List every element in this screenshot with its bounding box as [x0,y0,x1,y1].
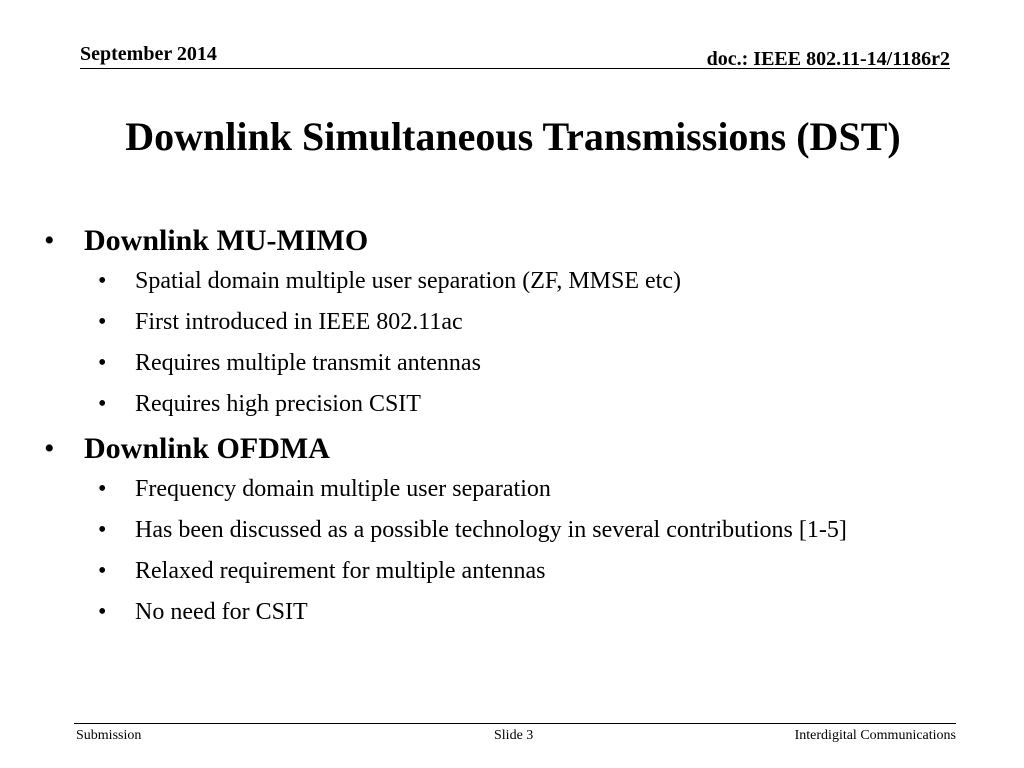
bullet-text: No need for CSIT [135,599,308,625]
bullet-icon: • [98,268,107,294]
header-doc-id: doc.: IEEE 802.11-14/1186r2 [706,48,950,70]
bullet-text: Frequency domain multiple user separation [135,476,551,502]
bullet-level1 [44,222,994,260]
bullet-icon: • [44,224,55,257]
bullet-level1 [44,430,994,468]
bullet-text: Downlink MU-MIMO [84,224,369,257]
footer-divider [74,723,956,724]
bullet-text: Downlink OFDMA [84,432,330,465]
bullet-icon: • [98,350,107,376]
bullet-text: Relaxed requirement for multiple antennas [135,558,546,584]
bullet-icon: • [98,476,107,502]
bullet-level2 [44,597,994,627]
footer-submission: Submission [76,728,142,743]
bullet-level2 [44,389,994,419]
bullet-level2 [44,307,994,337]
bullet-icon: • [98,558,107,584]
footer-slide-number: Slide 3 [494,728,534,743]
bullet-level2 [44,266,994,296]
bullet-level2 [44,515,994,545]
slide-title: Downlink Simultaneous Transmissions (DST) [125,114,901,159]
header-date: September 2014 [80,43,217,65]
bullet-text: First introduced in IEEE 802.11ac [135,309,463,335]
bullet-level2 [44,556,994,586]
bullet-text: Has been discussed as a possible technology in several contributions [1-5] [135,517,847,543]
bullet-text: Spatial domain multiple user separation (ZF, MMSE etc) [135,268,681,294]
bullet-level2 [44,348,994,378]
bullet-level2 [44,474,994,504]
bullet-icon: • [98,517,107,543]
footer-organization: Interdigital Communications [794,728,956,743]
slide-body [44,222,994,638]
bullet-text: Requires multiple transmit antennas [135,350,481,376]
header-divider [80,68,950,69]
bullet-icon: • [98,391,107,417]
bullet-text: Requires high precision CSIT [135,391,421,417]
bullet-icon: • [98,599,107,625]
bullet-icon: • [98,309,107,335]
bullet-icon: • [44,432,55,465]
